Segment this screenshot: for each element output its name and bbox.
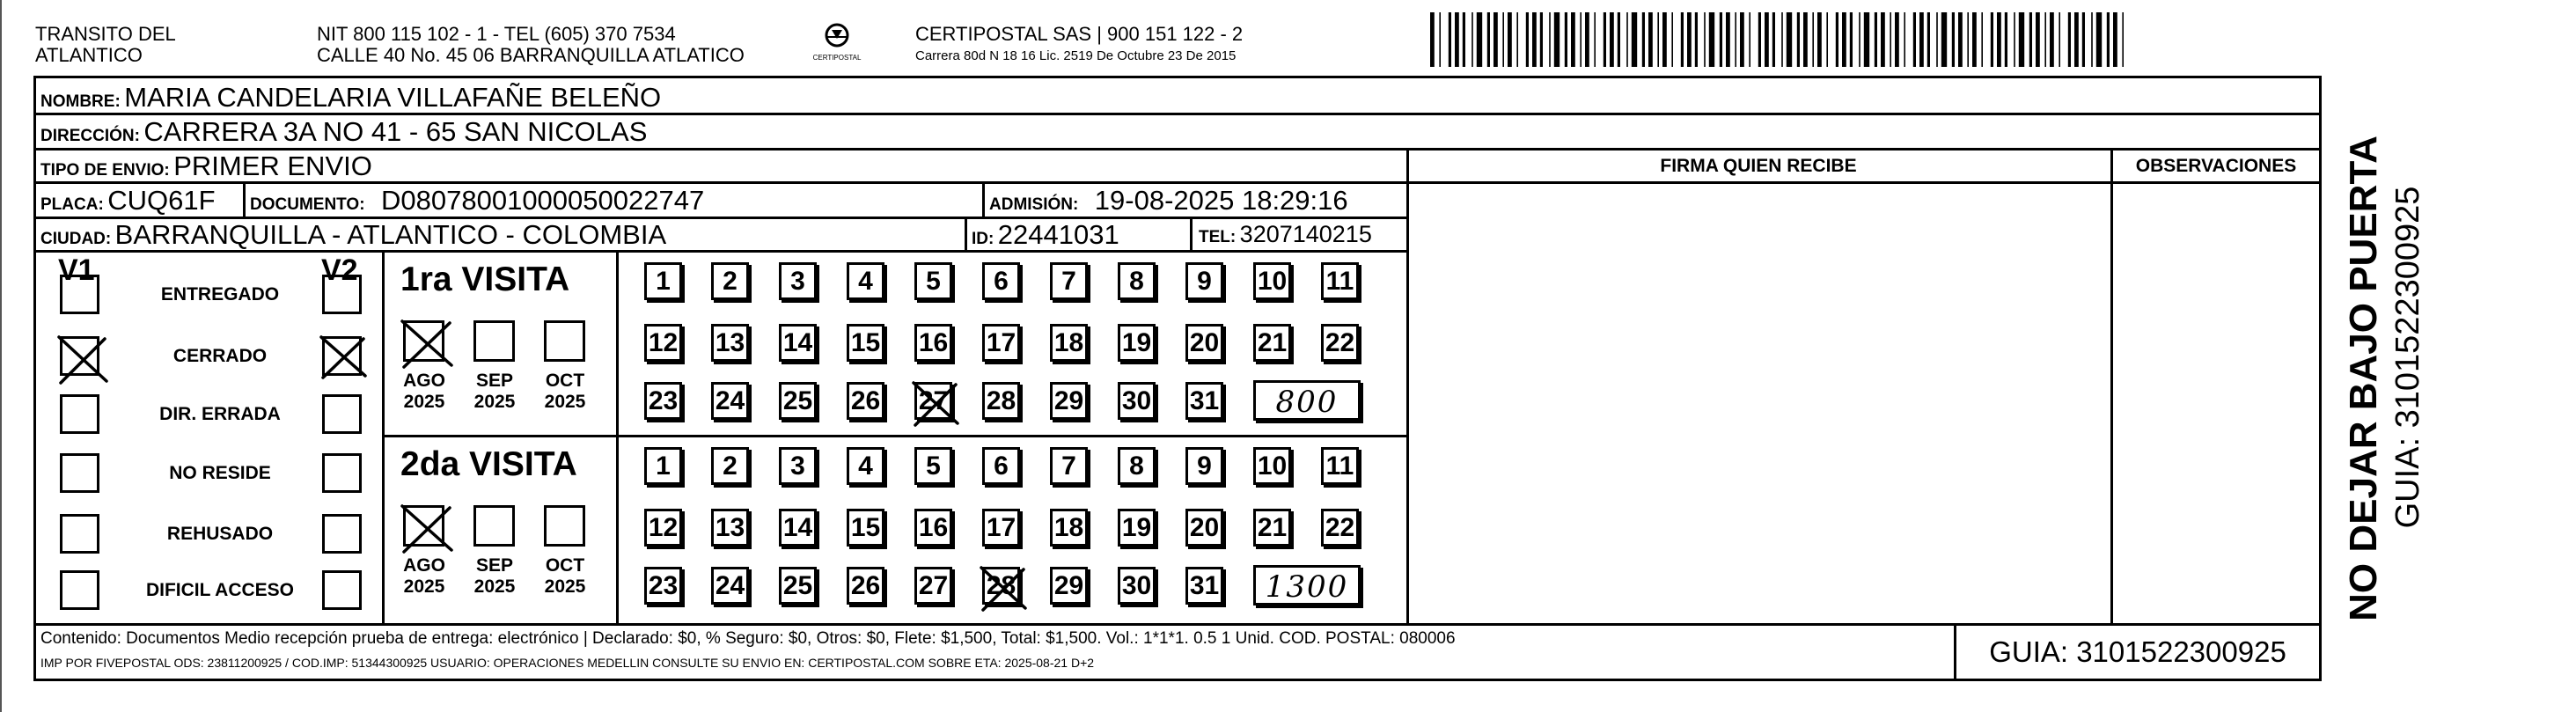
day-box[interactable]: 27 — [914, 567, 952, 605]
barcode-bar — [1687, 12, 1692, 67]
barcode-bar — [1526, 12, 1529, 67]
observaciones-left-line — [2110, 148, 2113, 623]
barcode-bar — [1875, 12, 1877, 67]
status-label: NO RESIDE — [169, 463, 271, 483]
barcode-bar — [1662, 12, 1667, 67]
status-v2-checkbox[interactable] — [322, 514, 362, 554]
row-line — [33, 623, 2322, 626]
barcode-bar — [1626, 12, 1628, 67]
barcode-bar — [2019, 12, 2024, 67]
day-box[interactable]: 25 — [779, 382, 817, 420]
barcode-bar — [1836, 12, 1838, 67]
day-box[interactable]: 4 — [847, 447, 884, 485]
barcode-bar — [1765, 12, 1769, 67]
day-box[interactable]: 17 — [982, 324, 1020, 362]
org-name-line1: TRANSITO DEL — [35, 23, 176, 45]
day-box[interactable]: 27 — [914, 382, 952, 420]
status-label: CERRADO — [172, 346, 268, 366]
day-box[interactable]: 21 — [1253, 509, 1291, 547]
barcode — [1430, 12, 2134, 67]
org-name-line2: ATLANTICO — [35, 44, 143, 66]
barcode-bar — [2044, 12, 2046, 67]
visit-divider — [382, 435, 1408, 437]
nombre-row — [40, 84, 661, 111]
day-box[interactable]: 29 — [1050, 567, 1088, 605]
day-box[interactable]: 9 — [1185, 262, 1223, 300]
barcode-bar — [2005, 12, 2007, 67]
day-box[interactable]: 24 — [711, 567, 749, 605]
day-box[interactable]: 6 — [982, 262, 1020, 300]
barcode-bar — [1618, 12, 1620, 67]
month-label: OCT — [545, 555, 585, 576]
admision-label: ADMISIÓN: — [989, 195, 1079, 214]
barcode-bar — [1585, 12, 1589, 67]
day-box[interactable]: 12 — [644, 324, 682, 362]
barcode-bar — [1540, 12, 1543, 67]
barcode-bar — [1532, 12, 1537, 67]
status-v1-checkbox[interactable] — [60, 336, 99, 376]
month-checkbox[interactable] — [403, 320, 444, 362]
barcode-bar — [1927, 12, 1930, 67]
barcode-bar — [1772, 12, 1775, 67]
day-box[interactable]: 20 — [1185, 509, 1223, 547]
tipo-row — [40, 152, 372, 180]
status-v1-checkbox[interactable] — [60, 275, 99, 314]
status-label: DIR. ERRADA — [159, 404, 281, 424]
row-line — [33, 113, 2322, 115]
tel-label: TEL: — [1199, 228, 1237, 246]
day-box[interactable]: 23 — [644, 382, 682, 420]
day-box[interactable]: 8 — [1118, 262, 1156, 300]
barcode-bar — [1735, 12, 1736, 67]
no-dejar-bajo-puerta: NO DEJAR BAJO PUERTA — [2342, 136, 2385, 621]
day-box[interactable]: 8 — [1118, 447, 1156, 485]
barcode-bar — [1516, 12, 1518, 67]
month-checkbox[interactable] — [544, 320, 585, 362]
month-label: AGO — [403, 371, 445, 391]
direccion-value: CARRERA 3A NO 41 - 65 SAN NICOLAS — [143, 116, 648, 147]
address-line: CALLE 40 No. 45 06 BARRANQUILLA ATLATICO — [317, 44, 745, 66]
day-box[interactable]: 1 — [644, 447, 682, 485]
barcode-bar — [1695, 12, 1698, 67]
barcode-bar — [1704, 12, 1706, 67]
status-v2-checkbox[interactable] — [322, 336, 362, 376]
month-label: AGO — [403, 555, 445, 576]
barcode-bar — [2014, 12, 2015, 67]
status-label: REHUSADO — [166, 524, 274, 544]
tipo-value: PRIMER ENVIO — [173, 150, 372, 181]
admision-row — [989, 187, 1348, 214]
barcode-bar — [2091, 12, 2093, 67]
barcode-bar — [1881, 12, 1885, 67]
barcode-bar — [1864, 12, 1869, 67]
day-box[interactable]: 11 — [1321, 262, 1359, 300]
id-tel-separator — [1190, 217, 1193, 250]
direccion-label: DIRECCIÓN: — [40, 127, 140, 145]
logo-text: CERTIPOSTAL — [812, 54, 862, 62]
barcode-bar — [1890, 12, 1891, 67]
row-line — [33, 250, 1408, 253]
barcode-bar — [1720, 12, 1722, 67]
ciudad-label: CIUDAD: — [40, 230, 112, 248]
day-box[interactable]: 5 — [914, 447, 952, 485]
barcode-bar — [1439, 12, 1441, 67]
barcode-bar — [1471, 12, 1473, 67]
barcode-bar — [2107, 12, 2110, 67]
row-line — [33, 181, 2322, 184]
barcode-bar — [1781, 12, 1783, 67]
company-line: CERTIPOSTAL SAS | 900 151 122 - 2 — [915, 23, 1244, 45]
barcode-bar — [1604, 12, 1606, 67]
barcode-bar — [1642, 12, 1645, 67]
month-year-label: 2025 — [473, 576, 516, 597]
handwritten-time-box — [1253, 565, 1361, 606]
barcode-bar — [1797, 12, 1800, 67]
documento-row — [250, 187, 704, 214]
tel-row — [1199, 223, 1372, 246]
barcode-bar — [1895, 12, 1899, 67]
day-box[interactable]: 19 — [1118, 324, 1156, 362]
day-box[interactable]: 18 — [1050, 509, 1088, 547]
month-checkbox[interactable] — [473, 320, 515, 362]
barcode-bar — [1508, 12, 1512, 67]
v1-label: V1 — [58, 253, 95, 287]
month-checkbox[interactable] — [544, 505, 585, 547]
day-box[interactable]: 30 — [1118, 382, 1156, 420]
barcode-bar — [1571, 12, 1575, 67]
barcode-bar — [1709, 12, 1714, 67]
barcode-bar — [1648, 12, 1653, 67]
barcode-bar — [2096, 12, 2102, 67]
day-box[interactable]: 14 — [779, 324, 817, 362]
barcode-bar — [1936, 12, 1938, 67]
v2-label: V2 — [321, 253, 358, 287]
month-year-label: 2025 — [403, 392, 445, 412]
day-box[interactable]: 30 — [1118, 567, 1156, 605]
handwritten-time: 1300 — [1265, 569, 1349, 605]
barcode-bar — [1740, 12, 1744, 67]
doc-admision-separator — [982, 181, 985, 217]
day-box[interactable]: 16 — [914, 324, 952, 362]
day-box[interactable]: 13 — [711, 324, 749, 362]
day-box[interactable]: 24 — [711, 382, 749, 420]
barcode-bar — [1972, 12, 1977, 67]
day-box[interactable]: 3 — [779, 262, 817, 300]
day-box[interactable]: 4 — [847, 262, 884, 300]
barcode-bar — [1554, 12, 1560, 67]
month-checkbox[interactable] — [403, 505, 444, 547]
status-v2-checkbox[interactable] — [322, 453, 362, 493]
barcode-bar — [1842, 12, 1846, 67]
barcode-bar — [1430, 12, 1435, 67]
status-v1-checkbox[interactable] — [60, 453, 99, 493]
status-label: ENTREGADO — [160, 284, 280, 305]
barcode-bar — [1610, 12, 1614, 67]
visit-title: 1ra VISITA — [400, 261, 570, 298]
month-year-label: 2025 — [473, 392, 516, 412]
day-box[interactable]: 5 — [914, 262, 952, 300]
day-box[interactable]: 10 — [1253, 447, 1291, 485]
day-box[interactable]: 15 — [847, 509, 884, 547]
barcode-bar — [2059, 12, 2060, 67]
barcode-bar — [1787, 12, 1792, 67]
barcode-bar — [1502, 12, 1504, 67]
day-box[interactable]: 10 — [1253, 262, 1291, 300]
day-box[interactable]: 26 — [847, 567, 884, 605]
footer-imp: IMP POR FIVEPOSTAL ODS: 23811200925 / COD.IMP: 51344300925 USUARIO: OPERACIONES MEDELLIN CONSULTE SU ENVIO EN: CERTIPOSTAL.COM SOBRE ETA: 2025-08-21 D+2 — [40, 656, 1095, 670]
nombre-value: MARIA CANDELARIA VILLAFAÑE BELEÑO — [124, 82, 662, 113]
barcode-bar — [2036, 12, 2040, 67]
barcode-bar — [1493, 12, 1498, 67]
tipo-label: TIPO DE ENVIO: — [40, 161, 170, 180]
day-box[interactable]: 18 — [1050, 324, 1088, 362]
day-box[interactable]: 7 — [1050, 447, 1088, 485]
barcode-bar — [1487, 12, 1490, 67]
day-box[interactable]: 15 — [847, 324, 884, 362]
barcode-bar — [1826, 12, 1828, 67]
firma-left-line — [1406, 148, 1409, 623]
documento-label: DOCUMENTO: — [250, 195, 365, 214]
barcode-bar — [1958, 12, 1963, 67]
placa-doc-separator — [243, 181, 246, 217]
barcode-bar — [1991, 12, 1993, 67]
row-line — [33, 148, 2322, 150]
day-box[interactable]: 22 — [1321, 324, 1359, 362]
barcode-bar — [1455, 12, 1459, 67]
day-box[interactable]: 3 — [779, 447, 817, 485]
barcode-bar — [1449, 12, 1451, 67]
firma-label: FIRMA QUIEN RECIBE — [1660, 156, 1857, 176]
side-guia: GUIA: 3101522300925 — [2389, 186, 2426, 529]
barcode-bar — [1859, 12, 1860, 67]
month-label: OCT — [545, 371, 585, 391]
license-line: Carrera 80d N 18 16 Lic. 2519 De Octubre 23 De 2015 — [915, 48, 1237, 63]
barcode-bar — [1967, 12, 1969, 67]
placa-label: PLACA: — [40, 195, 104, 214]
status-v1-checkbox[interactable] — [60, 514, 99, 554]
day-box[interactable]: 6 — [982, 447, 1020, 485]
ciudad-row — [40, 221, 666, 248]
barcode-bar — [1941, 12, 1947, 67]
day-box[interactable]: 23 — [644, 567, 682, 605]
ciudad-value: BARRANQUILLA - ATLANTICO - COLOMBIA — [114, 219, 667, 250]
day-box[interactable]: 31 — [1185, 382, 1223, 420]
barcode-bar — [1758, 12, 1761, 67]
tel-value: 3207140215 — [1239, 221, 1372, 247]
month-year-label: 2025 — [403, 576, 445, 597]
barcode-bar — [1671, 12, 1673, 67]
barcode-bar — [1565, 12, 1567, 67]
month-label: SEP — [475, 555, 514, 576]
footer-contenido: Contenido: Documentos Medio recepción prueba de entrega: electrónico | Declarado: $0, % Seguro: $0, Otros: $0, Flete: $1,500, Total: $1,500. Vol.: 1*1*1. 0.5 1 Unid. COD. POSTAL: 080006 — [40, 629, 1456, 648]
barcode-bar — [1463, 12, 1465, 67]
barcode-bar — [2122, 12, 2124, 67]
footer-guia: GUIA: 3101522300925 — [1989, 635, 2286, 668]
day-box[interactable]: 21 — [1253, 324, 1291, 362]
barcode-bar — [1981, 12, 1983, 67]
day-box[interactable]: 1 — [644, 262, 682, 300]
day-box[interactable]: 12 — [644, 509, 682, 547]
barcode-bar — [1997, 12, 2001, 67]
day-box[interactable]: 14 — [779, 509, 817, 547]
day-box[interactable]: 31 — [1185, 567, 1223, 605]
barcode-bar — [1632, 12, 1637, 67]
barcode-bar — [1952, 12, 1955, 67]
barcode-bar — [1913, 12, 1916, 67]
month-checkbox[interactable] — [473, 505, 515, 547]
barcode-bar — [1681, 12, 1684, 67]
barcode-bar — [2050, 12, 2054, 67]
visit-title: 2da VISITA — [400, 445, 577, 483]
day-box[interactable]: 26 — [847, 382, 884, 420]
documento-value: D08078001000050022747 — [381, 185, 705, 216]
day-box[interactable]: 22 — [1321, 509, 1359, 547]
status-v1-checkbox[interactable] — [60, 570, 99, 610]
handwritten-time-box — [1253, 380, 1361, 421]
day-box[interactable]: 19 — [1118, 509, 1156, 547]
barcode-bar — [1549, 12, 1551, 67]
id-row — [972, 221, 1119, 248]
barcode-bar — [1726, 12, 1730, 67]
barcode-bar — [2113, 12, 2117, 67]
barcode-bar — [1749, 12, 1750, 67]
status-v2-checkbox[interactable] — [322, 570, 362, 610]
barcode-bar — [2029, 12, 2032, 67]
day-box[interactable]: 16 — [914, 509, 952, 547]
barcode-bar — [1850, 12, 1853, 67]
barcode-bar — [1919, 12, 1924, 67]
barcode-bar — [1594, 12, 1596, 67]
day-box[interactable]: 28 — [982, 567, 1020, 605]
status-v2-checkbox[interactable] — [322, 394, 362, 434]
day-box[interactable]: 28 — [982, 382, 1020, 420]
barcode-bar — [1803, 12, 1808, 67]
handwritten-time: 800 — [1275, 385, 1339, 420]
day-box[interactable]: 7 — [1050, 262, 1088, 300]
day-box[interactable]: 11 — [1321, 447, 1359, 485]
id-value: 22441031 — [997, 219, 1119, 250]
day-box[interactable]: 2 — [711, 262, 749, 300]
status-label: DIFICIL ACCESO — [145, 580, 294, 600]
barcode-bar — [1477, 12, 1482, 67]
page-edge-mark — [0, 0, 2, 712]
day-box[interactable]: 20 — [1185, 324, 1223, 362]
placa-row — [40, 187, 216, 214]
direccion-row — [40, 118, 647, 145]
barcode-bar — [1817, 12, 1822, 67]
barcode-bar — [1904, 12, 1905, 67]
ciudad-id-separator — [965, 217, 967, 250]
month-year-label: 2025 — [544, 576, 586, 597]
day-box[interactable]: 13 — [711, 509, 749, 547]
barcode-bar — [1812, 12, 1814, 67]
placa-value: CUQ61F — [107, 185, 216, 216]
barcode-bar — [1580, 12, 1582, 67]
observaciones-label: OBSERVACIONES — [2135, 156, 2297, 176]
month-label: SEP — [475, 371, 514, 391]
id-label: ID: — [972, 230, 994, 248]
day-box[interactable]: 17 — [982, 509, 1020, 547]
day-box[interactable]: 2 — [711, 447, 749, 485]
status-v1-checkbox[interactable] — [60, 394, 99, 434]
nit-line: NIT 800 115 102 - 1 - TEL (605) 370 7534 — [317, 23, 676, 45]
barcode-bar — [2068, 12, 2071, 67]
day-box[interactable]: 9 — [1185, 447, 1223, 485]
month-year-label: 2025 — [544, 392, 586, 412]
barcode-bar — [2074, 12, 2079, 67]
barcode-bar — [1657, 12, 1659, 67]
status-v2-checkbox[interactable] — [322, 275, 362, 314]
barcode-bar — [2082, 12, 2085, 67]
day-box[interactable]: 29 — [1050, 382, 1088, 420]
day-box[interactable]: 25 — [779, 567, 817, 605]
nombre-label: NOMBRE: — [40, 92, 121, 111]
admision-value: 19-08-2025 18:29:16 — [1094, 185, 1348, 216]
